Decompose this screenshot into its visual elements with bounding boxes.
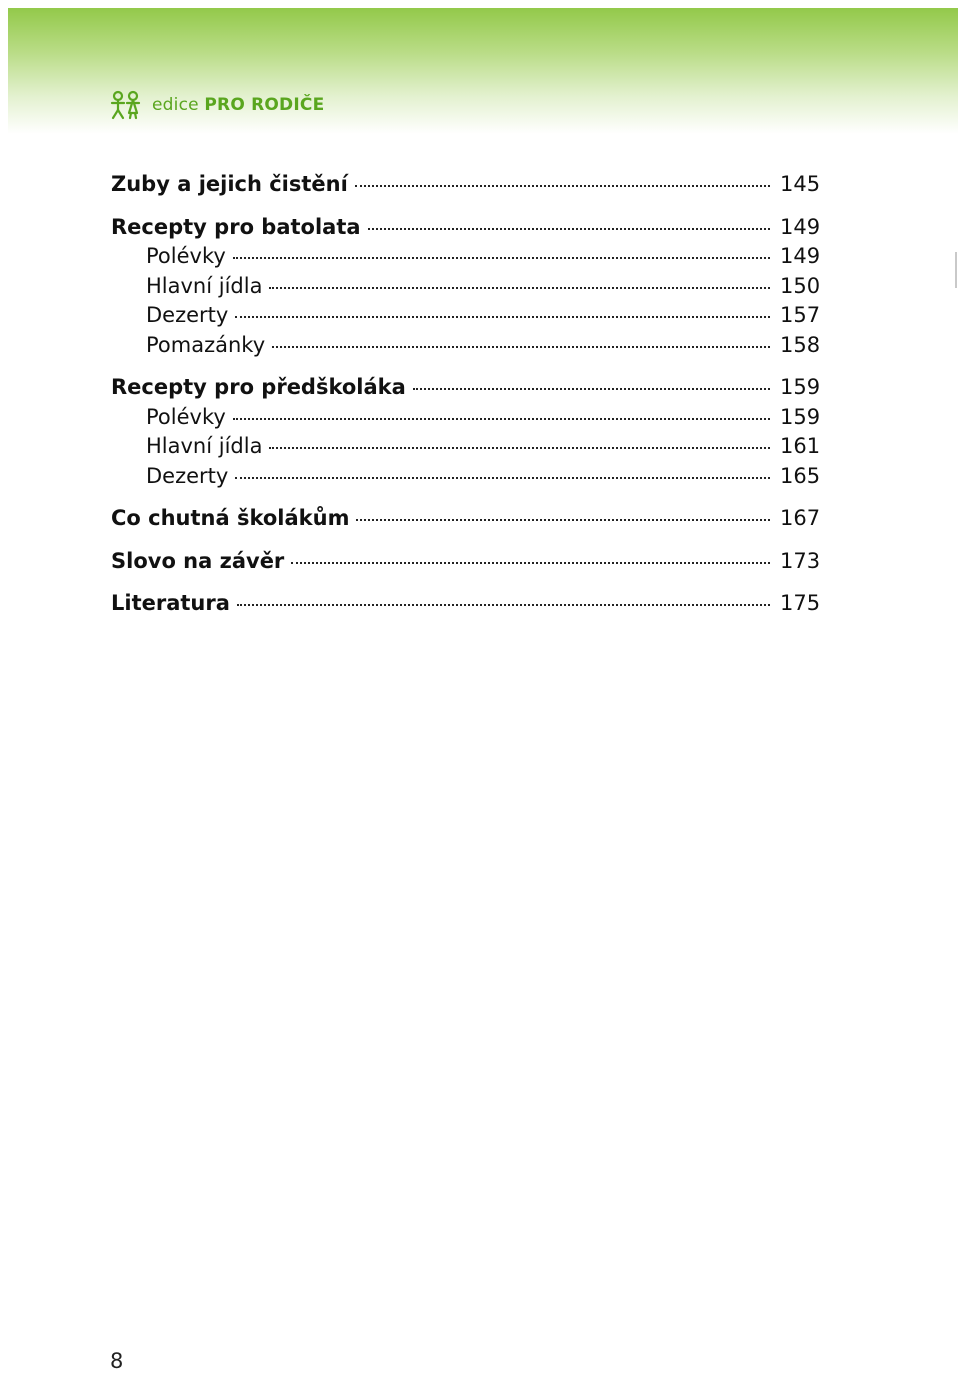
toc-entry-page: 149 [780, 214, 821, 239]
series-name: PRO RODIČE [204, 95, 325, 115]
toc-entry-page: 161 [780, 434, 821, 458]
toc-entry-title: Dezerty [146, 463, 229, 488]
children-icon [110, 90, 142, 120]
toc-leader-dots [368, 228, 770, 230]
table-of-contents [111, 170, 821, 619]
toc-leader-dots [413, 388, 770, 390]
toc-entry-page: 159 [780, 404, 821, 429]
page-edge-mark [955, 252, 957, 288]
toc-entry-title: Hlavní jídla [146, 434, 263, 458]
toc-entry[interactable] [111, 504, 821, 534]
toc-entry-page: 149 [780, 244, 821, 268]
toc-leader-dots [355, 185, 770, 187]
toc-entry-title: Zuby a jejich čistění [111, 172, 348, 196]
toc-leader-dots [233, 418, 770, 420]
toc-leader-dots [235, 477, 770, 479]
toc-subentry[interactable] [111, 331, 821, 361]
toc-subentry[interactable] [111, 432, 821, 462]
toc-entry-title: Pomazánky [146, 332, 266, 357]
toc-subentry[interactable] [111, 272, 821, 302]
toc-entry[interactable] [111, 170, 821, 200]
toc-entry-title: Recepty pro předškoláka [111, 375, 406, 399]
page-number: 8 [110, 1349, 124, 1373]
toc-entry-page: 157 [780, 303, 821, 327]
toc-entry-title: Dezerty [146, 303, 229, 327]
toc-entry-page: 150 [780, 273, 821, 298]
toc-leader-dots [269, 447, 770, 449]
toc-entry-page: 165 [780, 463, 821, 488]
toc-entry-title: Recepty pro batolata [111, 214, 361, 239]
toc-subentry[interactable] [111, 301, 821, 331]
toc-entry[interactable] [111, 547, 821, 577]
toc-entry[interactable] [111, 589, 821, 619]
series-label [152, 95, 324, 115]
toc-leader-dots [291, 562, 770, 564]
toc-subentry[interactable] [111, 462, 821, 492]
toc-entry-page: 159 [780, 375, 821, 399]
toc-entry-page: 167 [780, 506, 821, 530]
toc-entry-page: 158 [780, 332, 821, 357]
toc-leader-dots [233, 257, 770, 259]
toc-entry-title: Hlavní jídla [146, 273, 263, 298]
toc-entry-title: Polévky [146, 404, 226, 429]
toc-entry-page: 175 [780, 591, 821, 615]
toc-leader-dots [237, 604, 770, 606]
toc-entry-title: Slovo na závěr [111, 548, 285, 573]
series-brand [110, 90, 324, 120]
toc-entry[interactable] [111, 373, 821, 403]
toc-leader-dots [356, 519, 770, 521]
toc-leader-dots [269, 287, 770, 289]
toc-subentry[interactable] [111, 403, 821, 433]
toc-entry-title: Co chutná školákům [111, 506, 350, 530]
toc-entry-title: Polévky [146, 244, 226, 268]
toc-leader-dots [272, 346, 770, 348]
toc-entry-page: 173 [780, 548, 821, 573]
toc-entry-title: Literatura [111, 591, 230, 615]
toc-leader-dots [235, 316, 770, 318]
toc-subentry[interactable] [111, 242, 821, 272]
toc-entry[interactable] [111, 213, 821, 243]
series-prefix: edice [152, 95, 199, 115]
toc-entry-page: 145 [780, 172, 821, 196]
